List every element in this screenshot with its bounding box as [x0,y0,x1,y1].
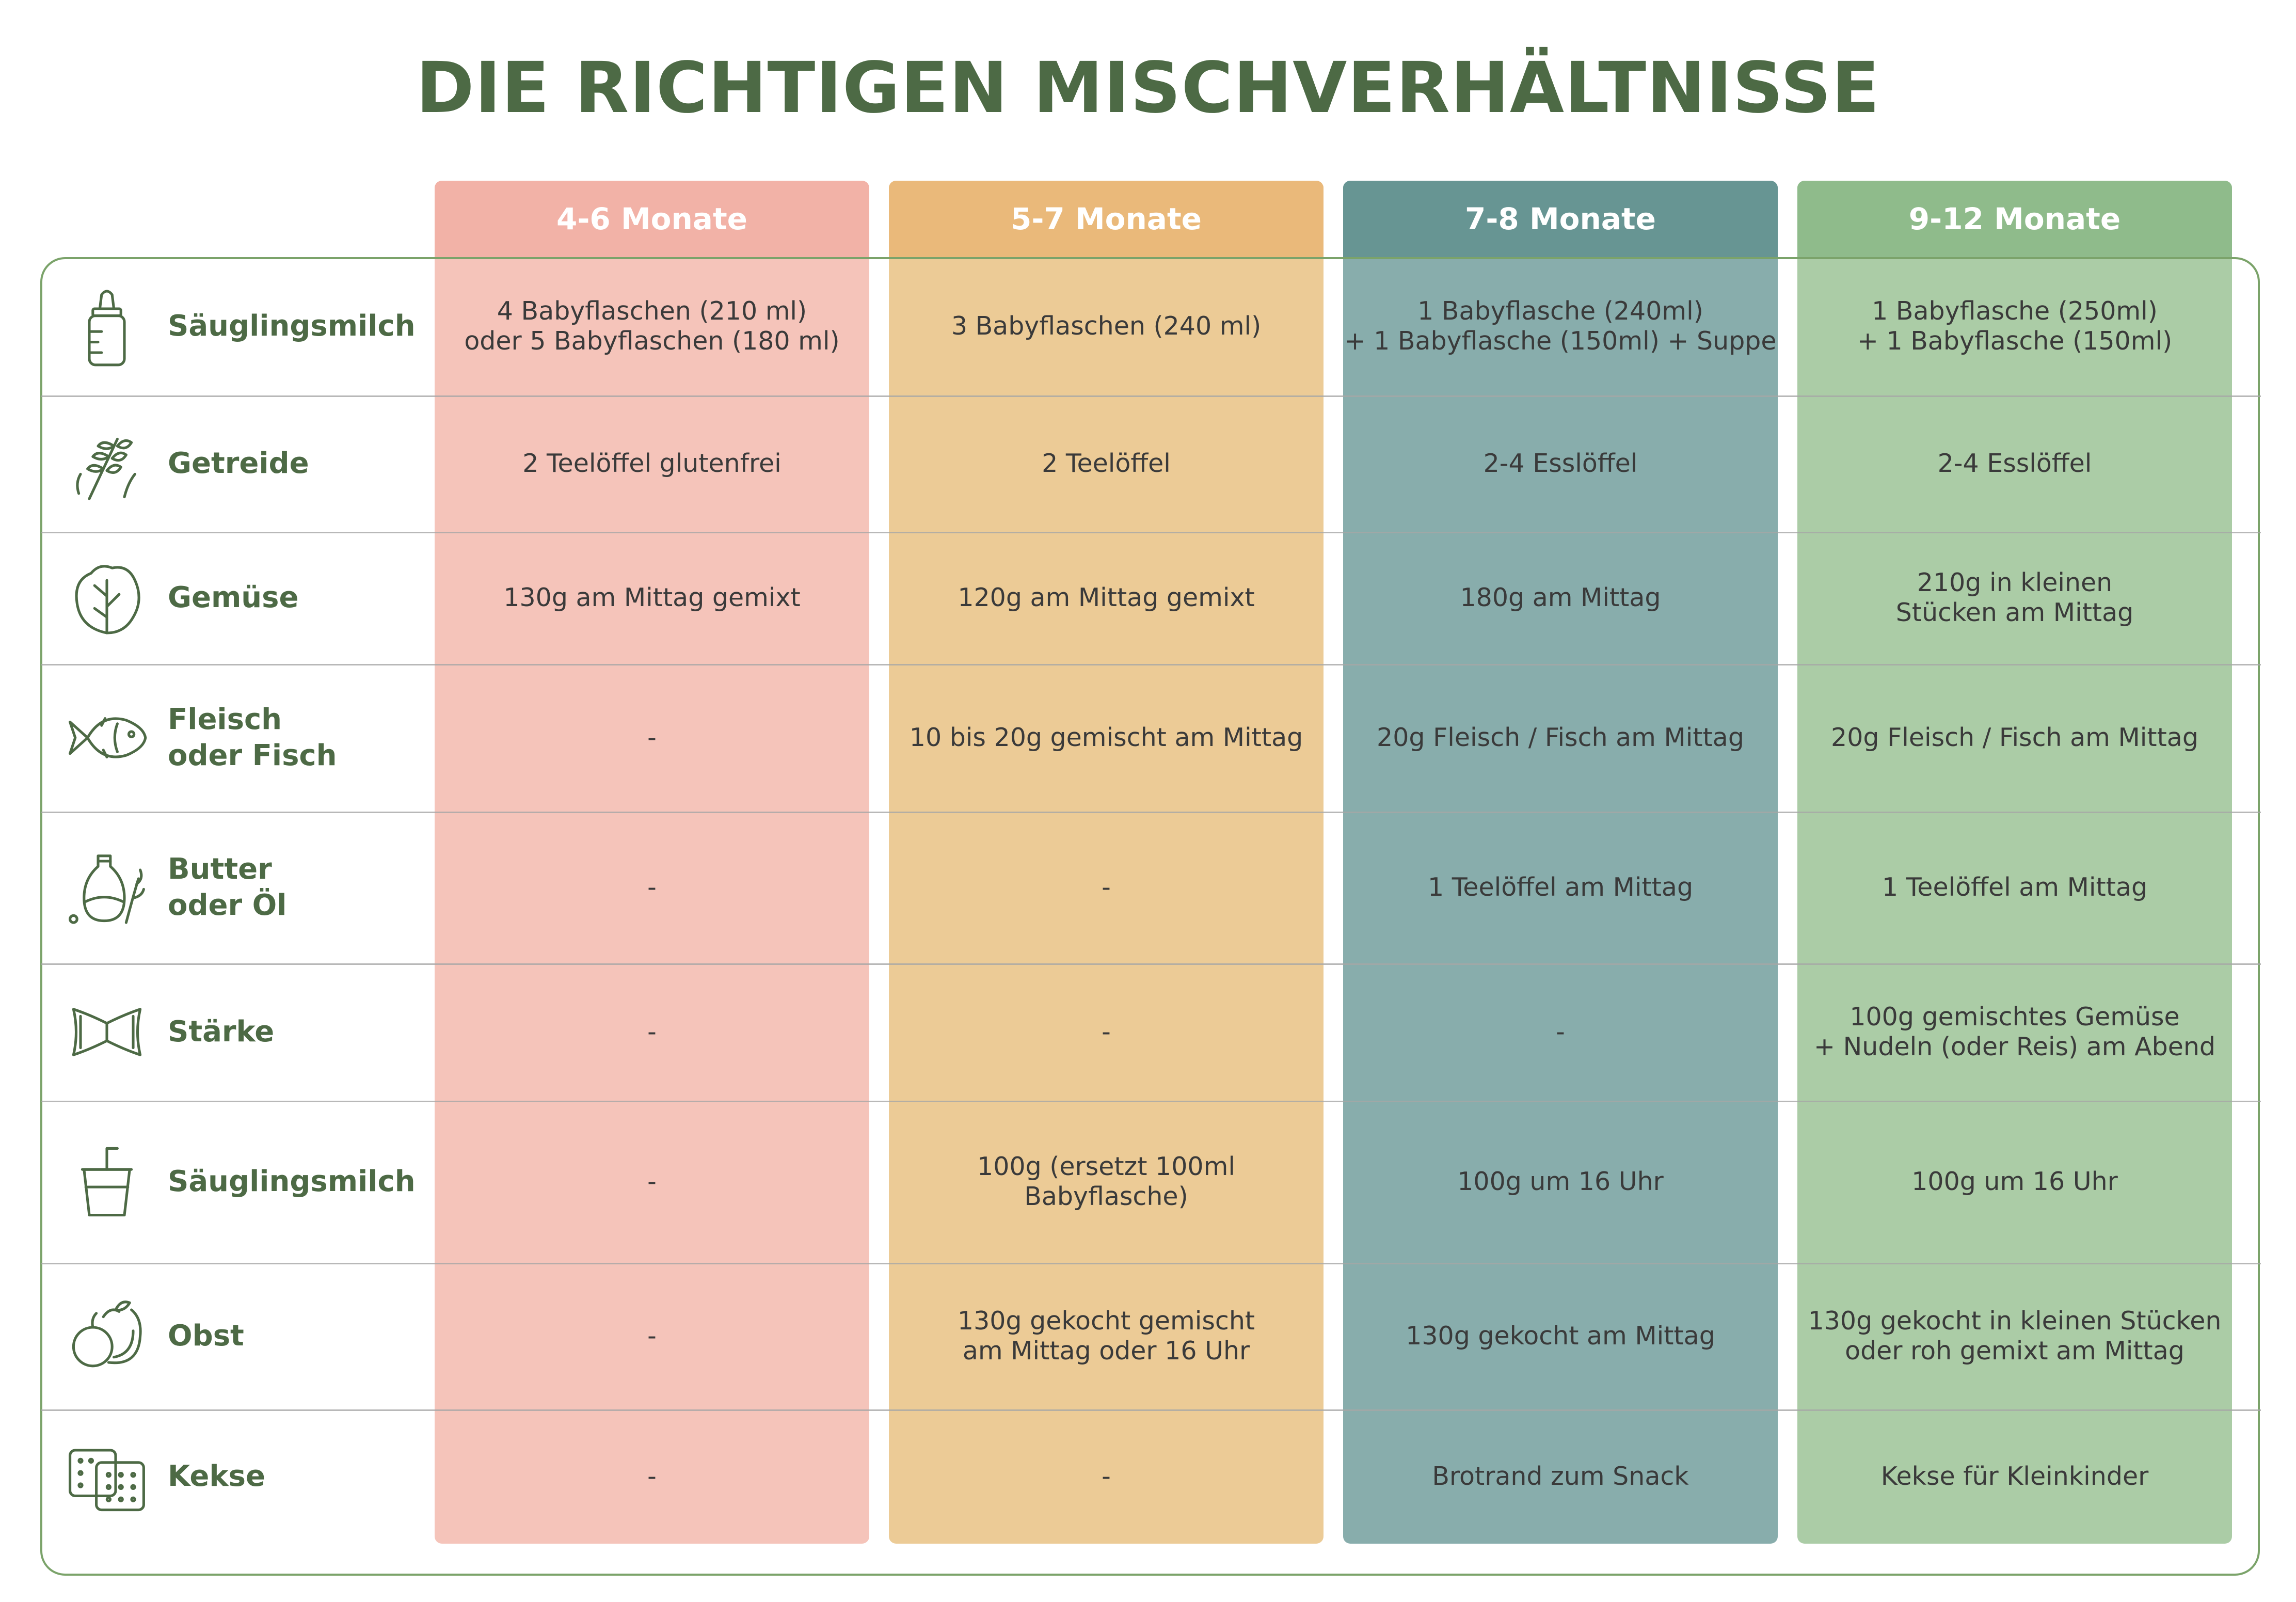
biscuit-icon [63,1433,151,1520]
table-cell: 20g Fleisch / Fisch am Mittag [1377,723,1744,752]
oil-bottle-icon [63,844,151,931]
pasta-icon [63,988,151,1076]
page-title: DIE RICHTIGEN MISCHVERHÄLTNISSE [416,47,1880,129]
table-cell: 180g am Mittag [1460,583,1661,612]
table-cell: - [647,723,657,752]
table-cell: 100g um 16 Uhr [1911,1167,2118,1196]
table-cell: 2-4 Esslöffel [1483,449,1638,478]
column-header: 4-6 Monate [435,181,869,257]
row-label: Kekse [168,1460,265,1493]
row-label: Stärke [168,1015,275,1049]
table-cell: 100g um 16 Uhr [1457,1167,1664,1196]
row-label: Obst [168,1319,244,1353]
table-cell: 130g gekocht gemischt am Mittag oder 16 Uhr [957,1306,1255,1366]
table-cell: - [647,1017,657,1046]
table-cell: 120g am Mittag gemixt [958,583,1255,612]
table-cell: - [647,1321,657,1351]
table-cell: 210g in kleinen Stücken am Mittag [1895,568,2134,627]
table-cell: Kekse für Kleinkinder [1880,1462,2149,1491]
row-label: Säuglingsmilch [168,1165,416,1198]
table-cell: 1 Babyflasche (250ml) + 1 Babyflasche (150ml) [1857,296,2173,356]
row-label: Gemüse [168,581,299,614]
table-cell: 2 Teelöffel glutenfrei [522,449,782,478]
row-label: Fleisch oder Fisch [168,703,337,772]
table-cell: - [1102,873,1111,902]
column-header: 7-8 Monate [1343,181,1778,257]
grain-icon [63,420,151,507]
row-label: Getreide [168,447,309,480]
fruit-icon [63,1292,151,1380]
table-cell: 1 Babyflasche (240ml) + 1 Babyflasche (150ml) + Suppe [1344,296,1777,356]
table-cell: 4 Babyflaschen (210 ml) oder 5 Babyflaschen (180 ml) [464,296,840,356]
table-cell: 100g gemischtes Gemüse + Nudeln (oder Reis) am Abend [1814,1002,2215,1061]
column-header: 9-12 Monate [1797,181,2232,257]
table-cell: 2 Teelöffel [1042,449,1171,478]
table-cell: Brotrand zum Snack [1432,1462,1689,1491]
table-cell: 130g am Mittag gemixt [503,583,801,612]
table-cell: 100g (ersetzt 100ml Babyflasche) [977,1152,1235,1211]
table-cell: 130g gekocht in kleinen Stücken oder roh gemixt am Mittag [1808,1306,2222,1366]
fish-icon [63,694,151,782]
table-cell: 130g gekocht am Mittag [1406,1321,1715,1351]
row-label: Säuglingsmilch [168,309,416,343]
table-cell: 1 Teelöffel am Mittag [1427,873,1694,902]
table-cell: 1 Teelöffel am Mittag [1882,873,2148,902]
table-cell: 2-4 Esslöffel [1937,449,2092,478]
table-cell: - [1102,1017,1111,1046]
yogurt-cup-icon [63,1138,151,1226]
table-cell: 10 bis 20g gemischt am Mittag [909,723,1303,752]
table-cell: 3 Babyflaschen (240 ml) [951,311,1262,341]
table-cell: - [647,1462,657,1491]
table-cell: - [1102,1462,1111,1491]
lettuce-icon [63,554,151,642]
table-cell: 20g Fleisch / Fisch am Mittag [1831,723,2198,752]
row-label: Butter oder Öl [168,852,287,922]
baby-bottle-icon [63,282,151,370]
table-cell: - [647,873,657,902]
column-header: 5-7 Monate [889,181,1324,257]
table-cell: - [1556,1017,1565,1046]
table-cell: - [647,1167,657,1196]
